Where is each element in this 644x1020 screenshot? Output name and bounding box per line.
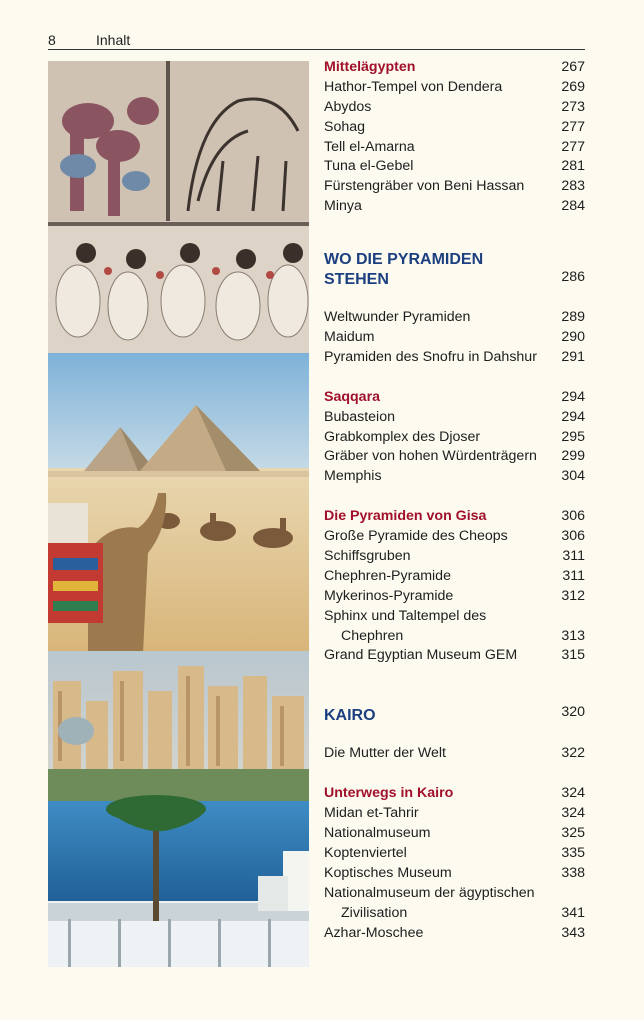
toc-item[interactable]: Koptenviertel 335 — [324, 844, 585, 861]
toc-section-saqqara[interactable]: Saqqara 294 — [324, 388, 585, 405]
chapter-title: KAIRO — [324, 707, 376, 725]
toc-item[interactable]: Die Mutter der Welt 322 — [324, 745, 585, 762]
toc-item[interactable]: Tell el-Amarna 277 — [324, 138, 585, 155]
toc-item-continuation[interactable]: Chephren 313 — [341, 627, 585, 644]
toc-item[interactable]: Sphinx und Taltempel des — [324, 607, 487, 624]
section-title: Inhalt — [96, 32, 131, 48]
toc-chapter-kairo[interactable] — [324, 706, 585, 728]
toc-item[interactable]: Midan et-Tahrir 324 — [324, 805, 585, 822]
toc-item[interactable]: Pyramiden des Snofru in Dahshur 291 — [324, 348, 585, 365]
egyptian-relief-photo — [48, 61, 309, 353]
toc-item[interactable]: Bubasteion 294 — [324, 408, 585, 425]
toc-item[interactable]: Große Pyramide des Cheops 306 — [324, 528, 585, 545]
toc-chapter-pyramiden[interactable] — [324, 250, 585, 290]
table-of-contents — [324, 58, 585, 943]
page-number: 8 — [48, 32, 56, 48]
photo-column — [48, 61, 309, 967]
toc-item[interactable]: Chephren-Pyramide 311 — [324, 567, 585, 584]
pyramids-camels-photo — [48, 353, 309, 651]
toc-item[interactable]: Hathor-Tempel von Dendera 269 — [324, 78, 585, 95]
page-header — [48, 30, 585, 50]
toc-item[interactable]: Mykerinos-Pyramide 312 — [324, 587, 585, 604]
toc-section-unterwegs[interactable]: Unterwegs in Kairo 324 — [324, 785, 585, 802]
toc-item[interactable]: Weltwunder Pyramiden 289 — [324, 309, 585, 326]
toc-item[interactable]: Azhar-Moschee 343 — [324, 924, 585, 941]
toc-section-gisa[interactable]: Die Pyramiden von Gisa 306 — [324, 508, 585, 525]
toc-item[interactable]: Tuna el-Gebel 281 — [324, 158, 585, 175]
toc-item[interactable]: Abydos 273 — [324, 98, 585, 115]
toc-item[interactable]: Nationalmuseum der ägyptischen — [324, 884, 535, 901]
toc-item[interactable]: Nationalmuseum 325 — [324, 825, 585, 842]
chapter-page: 320 — [561, 704, 585, 721]
chapter-title-line2: STEHEN — [324, 271, 389, 289]
toc-section-mittelaegypten[interactable]: Mittelägypten 267 — [324, 59, 585, 75]
toc-item[interactable]: Grabkomplex des Djoser 295 — [324, 428, 585, 445]
toc-item[interactable]: Fürstengräber von Beni Hassan 283 — [324, 178, 585, 195]
toc-item[interactable]: Schiffsgruben 311 — [324, 548, 585, 565]
cairo-skyline-photo — [48, 651, 309, 967]
toc-item[interactable]: Sohag 277 — [324, 118, 585, 135]
chapter-title-line1: WO DIE PYRAMIDEN — [324, 251, 484, 269]
toc-item[interactable]: Gräber von hohen Würdenträgern 299 — [324, 448, 585, 465]
toc-item[interactable]: Maidum 290 — [324, 329, 585, 346]
chapter-page: 286 — [561, 269, 585, 286]
toc-item-continuation[interactable]: Zivilisation 341 — [341, 904, 585, 921]
toc-item[interactable]: Minya 284 — [324, 198, 585, 215]
toc-item[interactable]: Grand Egyptian Museum GEM 315 — [324, 647, 585, 664]
toc-item[interactable]: Memphis 304 — [324, 468, 585, 485]
toc-item[interactable]: Koptisches Museum 338 — [324, 864, 585, 881]
